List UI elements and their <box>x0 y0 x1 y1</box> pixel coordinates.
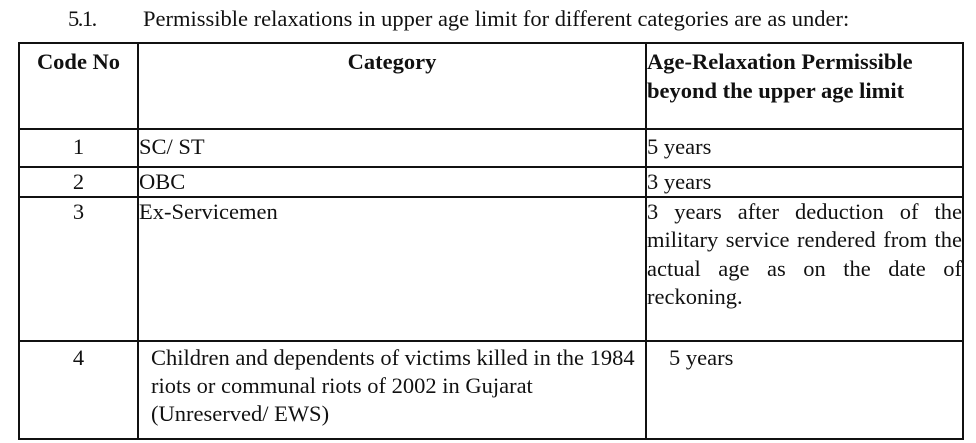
row-code: 2 <box>19 167 138 197</box>
header-code-no: Code No <box>19 43 138 129</box>
table-row <box>19 341 963 439</box>
row-age-relaxation: 3 years after deduction of the military service rendered from the actual age as on the date of reckoning. <box>646 197 963 341</box>
row-category: Children and dependents of victims killed in the 1984 riots or communal riots of 2002 in Gujarat (Unreserved/ EWS) <box>138 341 646 439</box>
row-category: OBC <box>138 167 646 197</box>
section-title: Permissible relaxations in upper age limit for different categories are as under: <box>143 6 850 31</box>
header-age-line1: Age-Relaxation Permissible <box>647 49 913 74</box>
row-category: SC/ ST <box>138 129 646 167</box>
table-row <box>19 167 963 197</box>
table-row <box>19 197 963 341</box>
age-relaxation-table <box>18 42 964 440</box>
table-header-row <box>19 43 963 129</box>
row-code: 1 <box>19 129 138 167</box>
header-category: Category <box>138 43 646 129</box>
row-code: 4 <box>19 341 138 439</box>
header-age-relaxation <box>646 43 963 129</box>
row-age-relaxation: 5 years <box>646 341 963 439</box>
table-row <box>19 129 963 167</box>
row-code: 3 <box>19 197 138 341</box>
row-age-relaxation: 3 years <box>646 167 963 197</box>
section-number: 5.1. <box>68 6 96 31</box>
row-age-relaxation: 5 years <box>646 129 963 167</box>
header-age-line2: beyond the upper age limit <box>647 78 905 103</box>
row-category: Ex-Servicemen <box>138 197 646 341</box>
section-heading <box>0 2 976 36</box>
